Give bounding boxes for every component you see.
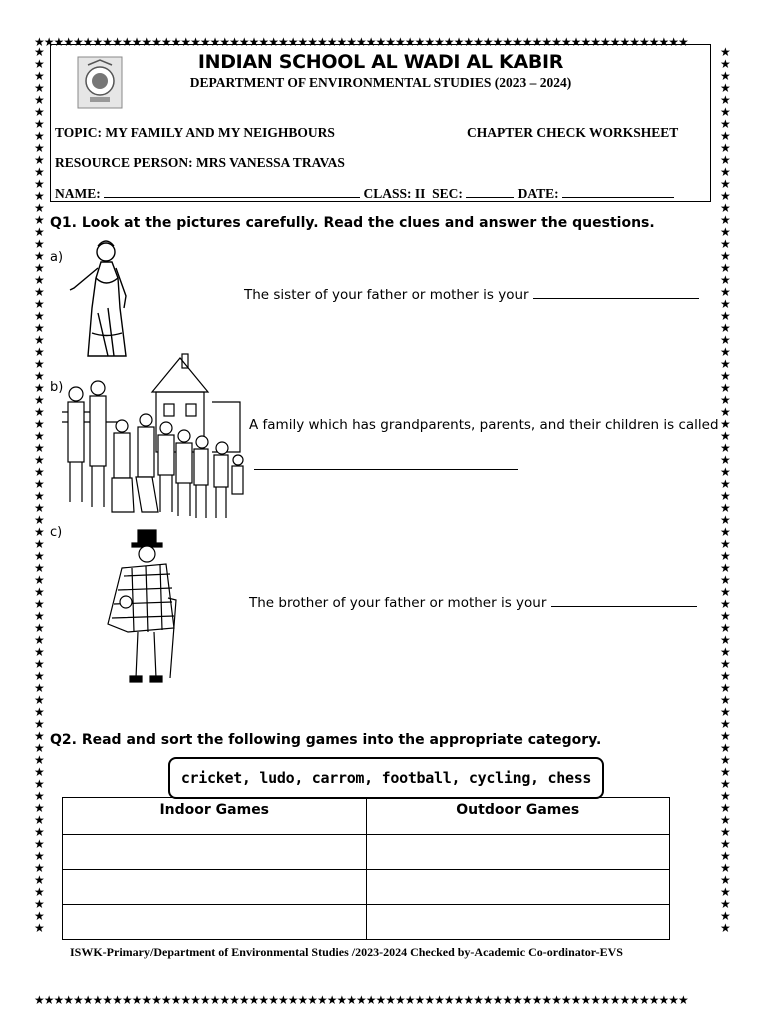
outdoor-answer-cell[interactable]	[366, 835, 670, 870]
item-c-label: c)	[50, 525, 63, 540]
school-name: INDIAN SCHOOL AL WADI AL KABIR	[197, 51, 564, 73]
item-b-label: b)	[50, 380, 64, 395]
footer-text: ISWK-Primary/Department of Environmental Studies /2023-2024 Checked by-Academic Co-ordinator-EVS	[70, 945, 623, 959]
item-c-answer-blank[interactable]	[551, 594, 697, 607]
date-blank[interactable]	[562, 185, 674, 198]
games-word-bank: cricket, ludo, carrom, football, cycling, chess	[168, 757, 604, 799]
star-border-bottom: ★★★★★★★★★★★★★★★★★★★★★★★★★★★★★★★★★★★★★★★★★★★★★★★★★★★★★★★★★★★★★★★★★★★	[34, 994, 688, 1006]
question-2-prompt: Q2. Read and sort the following games into the appropriate category.	[50, 732, 602, 748]
item-a-label: a)	[50, 250, 64, 265]
question-1-prompt: Q1. Look at the pictures carefully. Read the clues and answer the questions.	[50, 215, 655, 231]
outdoor-answer-cell[interactable]	[366, 905, 670, 940]
item-a-clue-text: The sister of your father or mother is your	[244, 287, 529, 303]
joint-family-illustration	[62, 352, 244, 522]
indoor-answer-cell[interactable]	[63, 870, 367, 905]
class-label: CLASS: II	[363, 186, 426, 201]
name-label: NAME:	[55, 186, 101, 201]
student-info-line	[55, 185, 674, 202]
department-name: DEPARTMENT OF ENVIRONMENTAL STUDIES (2023 – 2024)	[189, 75, 572, 90]
uncle-illustration	[104, 528, 184, 690]
sec-blank[interactable]	[466, 185, 514, 198]
date-label: DATE:	[517, 186, 559, 201]
item-b-answer-blank[interactable]	[254, 457, 518, 470]
worksheet-type: CHAPTER CHECK WORKSHEET	[467, 125, 679, 140]
star-border-right: ★★★★★★★★★★★★★★★★★★★★★★★★★★★★★★★★★★★★★★★★★★★★★★★★★★★★★★★★★★★★★★★★★★★★★★★★★★	[720, 46, 731, 935]
item-c-clue	[249, 594, 697, 611]
item-a-answer-blank[interactable]	[533, 286, 699, 299]
item-b-clue: A family which has grandparents, parents, and their children is called	[249, 417, 719, 433]
games-sort-table	[62, 797, 670, 940]
aunt-illustration	[68, 238, 138, 360]
topic: TOPIC: MY FAMILY AND MY NEIGHBOURS	[55, 125, 335, 140]
outdoor-games-header: Outdoor Games	[366, 798, 670, 835]
item-a-clue	[244, 286, 699, 303]
outdoor-answer-cell[interactable]	[366, 870, 670, 905]
name-blank[interactable]	[104, 185, 360, 198]
resource-person: RESOURCE PERSON: MRS VANESSA TRAVAS	[55, 155, 345, 170]
indoor-answer-cell[interactable]	[63, 835, 367, 870]
indoor-games-header: Indoor Games	[63, 798, 367, 835]
star-border-left: ★★★★★★★★★★★★★★★★★★★★★★★★★★★★★★★★★★★★★★★★★★★★★★★★★★★★★★★★★★★★★★★★★★★★★★★★★★	[34, 46, 45, 935]
worksheet-header	[50, 44, 711, 202]
indoor-answer-cell[interactable]	[63, 905, 367, 940]
item-c-clue-text: The brother of your father or mother is your	[249, 595, 547, 611]
star-border-top: ★★★★★★★★★★★★★★★★★★★★★★★★★★★★★★★★★★★★★★★★★★★★★★★★★★★★★★★★★★★★★★★★★★★	[34, 36, 688, 48]
sec-label: SEC:	[432, 186, 463, 201]
